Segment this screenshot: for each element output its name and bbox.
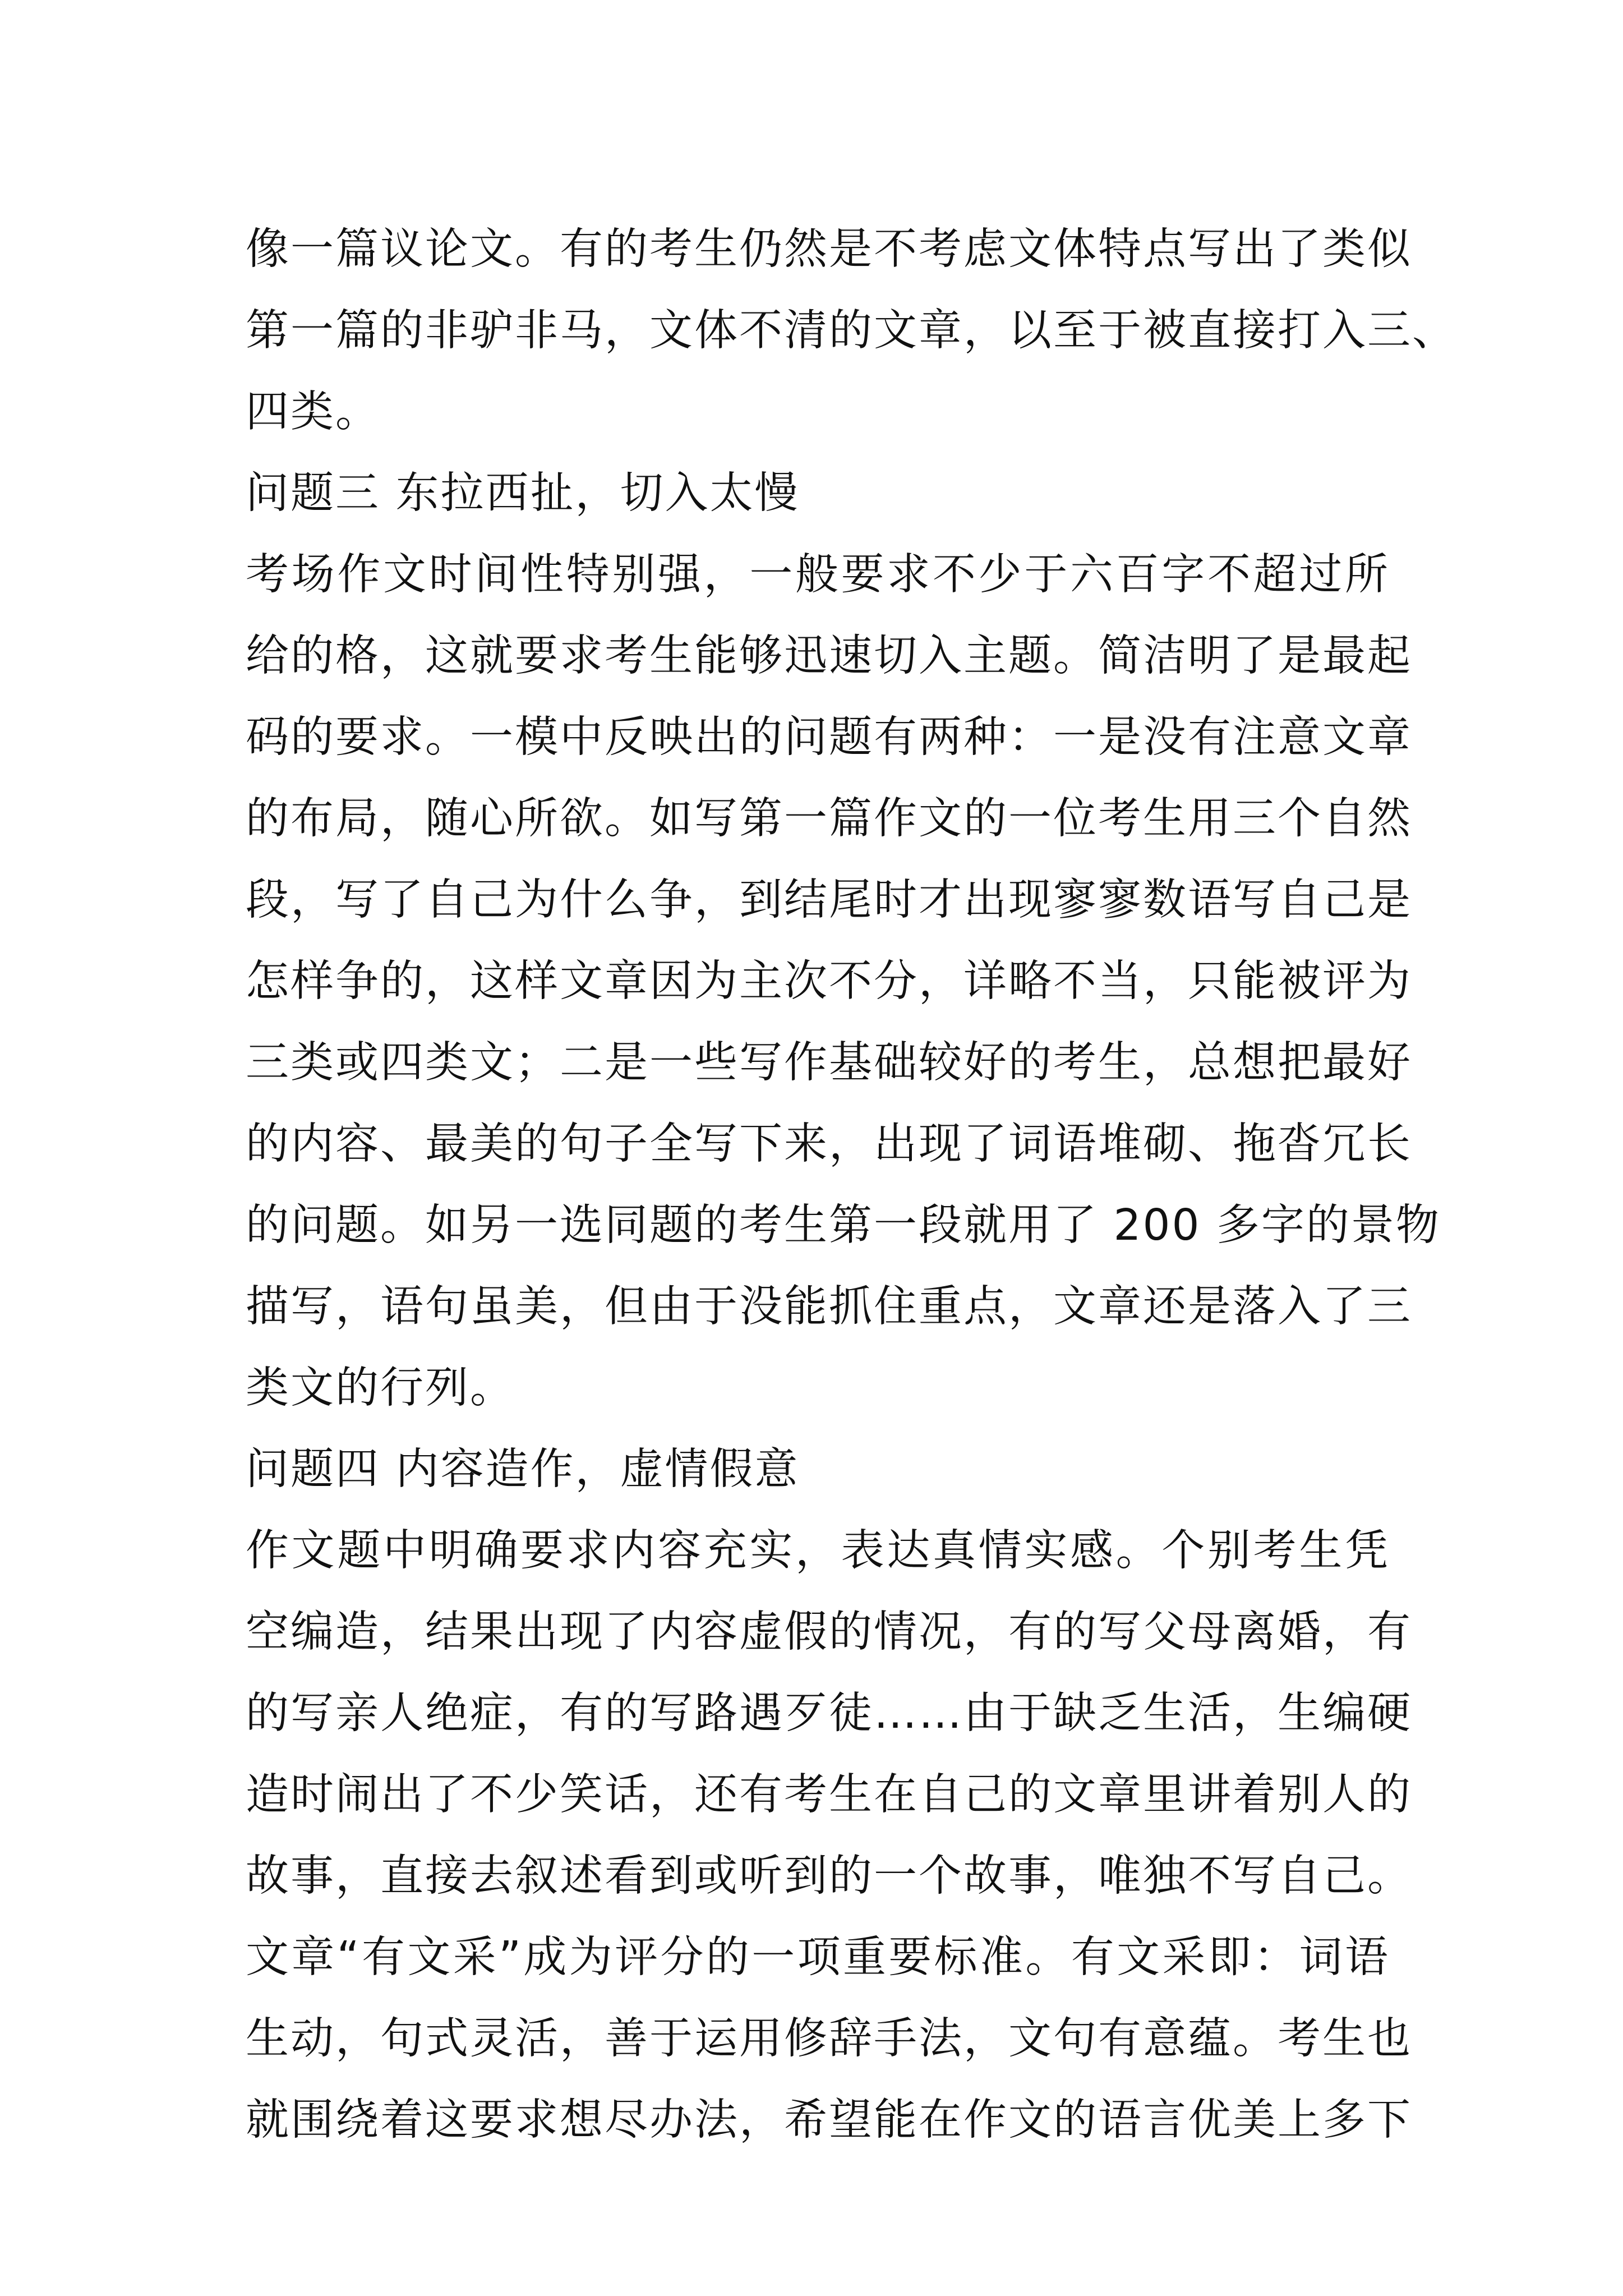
text-line: 问题三 东拉西扯，切入太慢 <box>246 468 800 518</box>
text-line: 问题四 内容造作，虚情假意 <box>246 1444 800 1494</box>
text-line: 的布局，随心所欲。如写第一篇作文的一位考生用三个自然 <box>246 794 1412 844</box>
text-line: 怎样争的，这样文章因为主次不分，详略不当，只能被评为 <box>246 956 1412 1006</box>
text-line: 考场作文时间性特别强，一般要求不少于六百字不超过所 <box>246 550 1390 600</box>
text-line: 作文题中明确要求内容充实，表达真情实感。个别考生凭 <box>246 1526 1390 1576</box>
text-line: 造时闹出了不少笑话，还有考生在自己的文章里讲着别人的 <box>246 1770 1412 1820</box>
text-line: 三类或四类文；二是一些写作基础较好的考生，总想把最好 <box>246 1038 1412 1088</box>
text-line: 文章“有文采”成为评分的一项重要标准。有文采即：词语 <box>246 1932 1390 1982</box>
document-body <box>246 209 1457 2161</box>
text-line: 生动，句式灵活，善于运用修辞手法，文句有意蕴。考生也 <box>246 2014 1412 2064</box>
text-line: 码的要求。一模中反映出的问题有两种：一是没有注意文章 <box>246 712 1412 762</box>
text-line: 就围绕着这要求想尽办法，希望能在作文的语言优美上多下 <box>246 2095 1412 2145</box>
text-line: 描写，语句虽美，但由于没能抓住重点，文章还是落入了三 <box>246 1282 1412 1332</box>
text-line: 的写亲人绝症，有的写路遇歹徒……由于缺乏生活，生编硬 <box>246 1688 1412 1738</box>
text-line: 故事，直接去叙述看到或听到的一个故事，唯独不写自己。 <box>246 1851 1412 1901</box>
text-line: 像一篇议论文。有的考生仍然是不考虑文体特点写出了类似 <box>246 224 1412 274</box>
text-line: 的内容、最美的句子全写下来，出现了词语堆砌、拖沓冗长 <box>246 1119 1412 1169</box>
text-line: 类文的行列。 <box>246 1363 515 1413</box>
text-line: 空编造，结果出现了内容虚假的情况，有的写父母离婚，有 <box>246 1607 1412 1657</box>
text-line: 四类。 <box>246 387 380 437</box>
text-line: 的问题。如另一选同题的考生第一段就用了 200 多字的景物 <box>246 1200 1441 1250</box>
text-line: 段，写了自己为什么争，到结尾时才出现寥寥数语写自己是 <box>246 875 1412 925</box>
text-line: 第一篇的非驴非马，文体不清的文章，以至于被直接打入三、 <box>246 306 1457 356</box>
text-line: 给的格，这就要求考生能够迅速切入主题。简洁明了是最起 <box>246 631 1412 681</box>
